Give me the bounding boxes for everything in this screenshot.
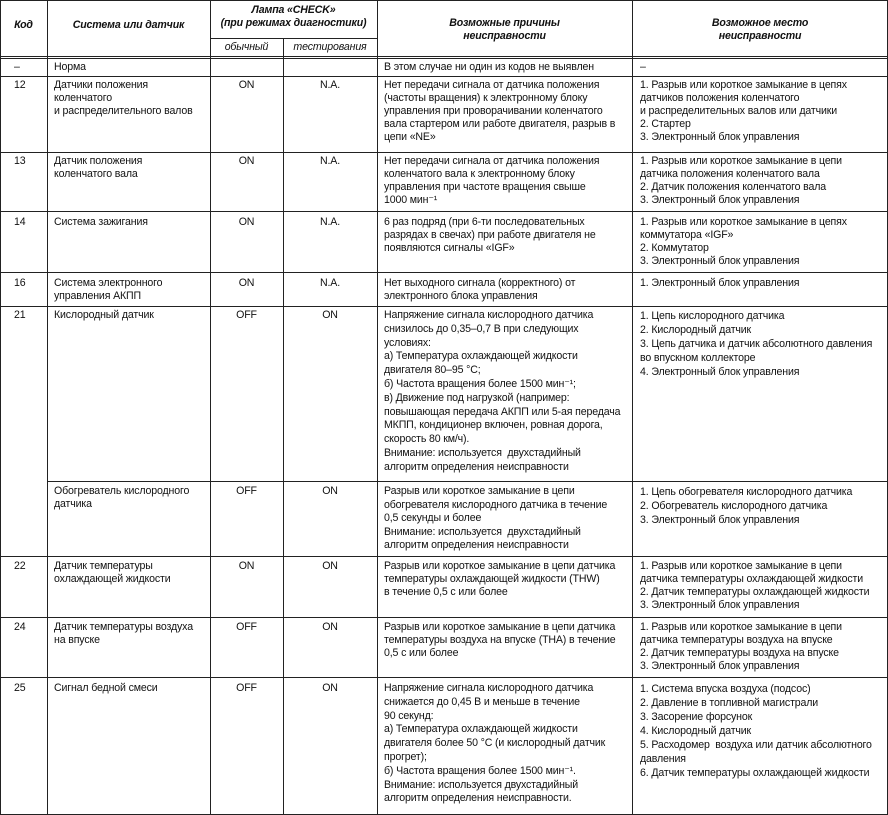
row-causes: Разрыв или короткое замыкание в цепи датчика температуры воздуха на впуске (ТНА) в течение 0,5 с или более	[384, 621, 616, 659]
row-system: Датчики положения коленчатого и распределительного валов	[54, 79, 193, 117]
row-system: Кислородный датчик	[54, 309, 154, 321]
header-lamp-check: Лампа «CHECK» (при режимах диагностики)	[220, 4, 367, 29]
row-causes: Нет передачи сигнала от датчика положения коленчатого вала к электронному блоку управления при частоте вращения свыше 1000 мин⁻¹	[384, 155, 600, 206]
row-system: Норма	[54, 61, 86, 73]
row-lamp-normal: OFF	[236, 309, 257, 321]
header-code: Код	[14, 19, 33, 31]
header-causes: Возможные причины неисправности	[449, 17, 560, 42]
row-lamp-normal: ON	[238, 560, 255, 572]
row-system: Датчик положения коленчатого вала	[54, 155, 143, 180]
row-system: Датчик температуры воздуха на впуске	[54, 621, 193, 646]
row-lamp-normal: ON	[238, 277, 255, 289]
row-causes: В этом случае ни один из кодов не выявлен	[384, 61, 594, 73]
header-lamp-test: тестирования	[293, 41, 367, 53]
row-place: 1. Разрыв или короткое замыкание в цепях коммутатора «IGF» 2. Коммутатор 3. Электронный блок управления	[640, 216, 847, 267]
row-causes: Разрыв или короткое замыкание в цепи обогревателя кислородного датчика в течение 0,5 секунды и более Внимание: используется двухстадийный алгоритм определения неисправности	[384, 485, 608, 551]
row-lamp-test: ON	[322, 560, 338, 572]
row-lamp-normal: OFF	[236, 682, 257, 694]
row-place: 1. Цепь кислородного датчика 2. Кислородный датчик 3. Цепь датчика и датчик абсолютного давления во впускном коллекторе 4. Электронный блок управления	[640, 310, 873, 378]
row-system: Датчик температуры охлаждающей жидкости	[54, 560, 171, 585]
row-lamp-test: ON	[322, 682, 338, 694]
row-code: 14	[14, 216, 26, 228]
row-code: 12	[14, 79, 26, 91]
row-system: Сигнал бедной смеси	[54, 682, 158, 694]
row-code: 25	[14, 682, 26, 694]
row-place: 1. Разрыв или короткое замыкание в цепи датчика температуры охлаждающей жидкости 2. Датчик температуры охлаждающей жидкости 3. Электронный блок управления	[640, 560, 870, 611]
row-place: 1. Электронный блок управления	[640, 277, 800, 289]
row-place: –	[640, 61, 646, 73]
row-lamp-test: ON	[322, 485, 338, 497]
row-causes: Напряжение сигнала кислородного датчика снизилось до 0,35–0,7 В при следующих условиях: а) Температура охлаждающей жидкости двигателя 80–95 °С; б) Частота вращения более 1500 мин⁻¹; в) Движение под нагрузкой (например: повышающая передача АКПП или 5-ая передача МКПП, кондиционер включен, ровная дорога, скорость 80 км/ч). Внимание: используется двухстадийный алгоритм определения неисправности	[384, 309, 621, 473]
header-place: Возможное место неисправности	[711, 17, 809, 42]
row-code: 24	[14, 621, 26, 633]
row-lamp-normal: OFF	[236, 485, 257, 497]
row-causes: Нет выходного сигнала (корректного) от электронного блока управления	[384, 277, 576, 302]
row-system: Обогреватель кислородного датчика	[54, 485, 190, 510]
row-place: 1. Система впуска воздуха (подсос) 2. Давление в топливной магистрали 3. Засорение форсунок 4. Кислородный датчик 5. Расходомер воздуха или датчик абсолютного давления 6. Датчик температуры охлаждающей жидкости	[640, 683, 872, 779]
row-place: 1. Разрыв или короткое замыкание в цепи датчика положения коленчатого вала 2. Датчик положения коленчатого вала 3. Электронный блок управления	[640, 155, 842, 206]
row-system: Система электронного управления АКПП	[54, 277, 163, 302]
row-lamp-test: ON	[322, 621, 338, 633]
row-lamp-normal: OFF	[236, 621, 257, 633]
row-code: 16	[14, 277, 26, 289]
row-code: –	[14, 61, 20, 73]
row-lamp-test: N.A.	[319, 277, 340, 289]
row-place: 1. Разрыв или короткое замыкание в цепях датчиков положения коленчатого и распределительных валов или датчики 2. Стартер 3. Электронный блок управления	[640, 79, 847, 143]
row-causes: Напряжение сигнала кислородного датчика снижается до 0,45 В и меньше в течение 90 секунд: а) Температура охлаждающей жидкости двигателя более 50 °С (и кислородный датчик прогрет); б) Частота вращения более 1500 мин⁻¹. Внимание: используется двухстадийный алгоритм определения неисправности.	[384, 682, 606, 805]
header-system: Система или датчик	[72, 19, 185, 31]
row-code: 21	[14, 309, 26, 321]
row-lamp-normal: ON	[238, 216, 255, 228]
row-lamp-test: ON	[322, 309, 338, 321]
row-causes: Разрыв или короткое замыкание в цепи датчика температуры охлаждающей жидкости (THW) в течение 0,5 с или более	[384, 560, 616, 598]
row-lamp-test: N.A.	[319, 79, 340, 91]
row-code: 22	[14, 560, 26, 572]
row-code: 13	[14, 155, 26, 167]
row-lamp-test: N.A.	[319, 216, 340, 228]
row-lamp-test: N.A.	[319, 155, 340, 167]
row-system: Система зажигания	[54, 216, 148, 228]
row-place: 1. Цепь обогревателя кислородного датчика 2. Обогреватель кислородного датчика 3. Электронный блок управления	[640, 486, 853, 526]
row-lamp-normal: ON	[238, 79, 255, 91]
row-causes: Нет передачи сигнала от датчика положения (частоты вращения) к электронному блоку управления при проворачивании коленчатого вала стартером или работе двигателя, разрыв в цепи «NE»	[384, 79, 616, 143]
header-lamp-normal: обычный	[224, 41, 269, 53]
row-lamp-normal: ON	[238, 155, 255, 167]
row-place: 1. Разрыв или короткое замыкание в цепи датчика температуры воздуха на впуске 2. Датчик температуры воздуха на впуске 3. Электронный блок управления	[640, 621, 842, 672]
row-causes: 6 раз подряд (при 6-ти последовательных разрядах в свечах) при работе двигателя не появляются сигналы «IGF»	[384, 216, 596, 254]
